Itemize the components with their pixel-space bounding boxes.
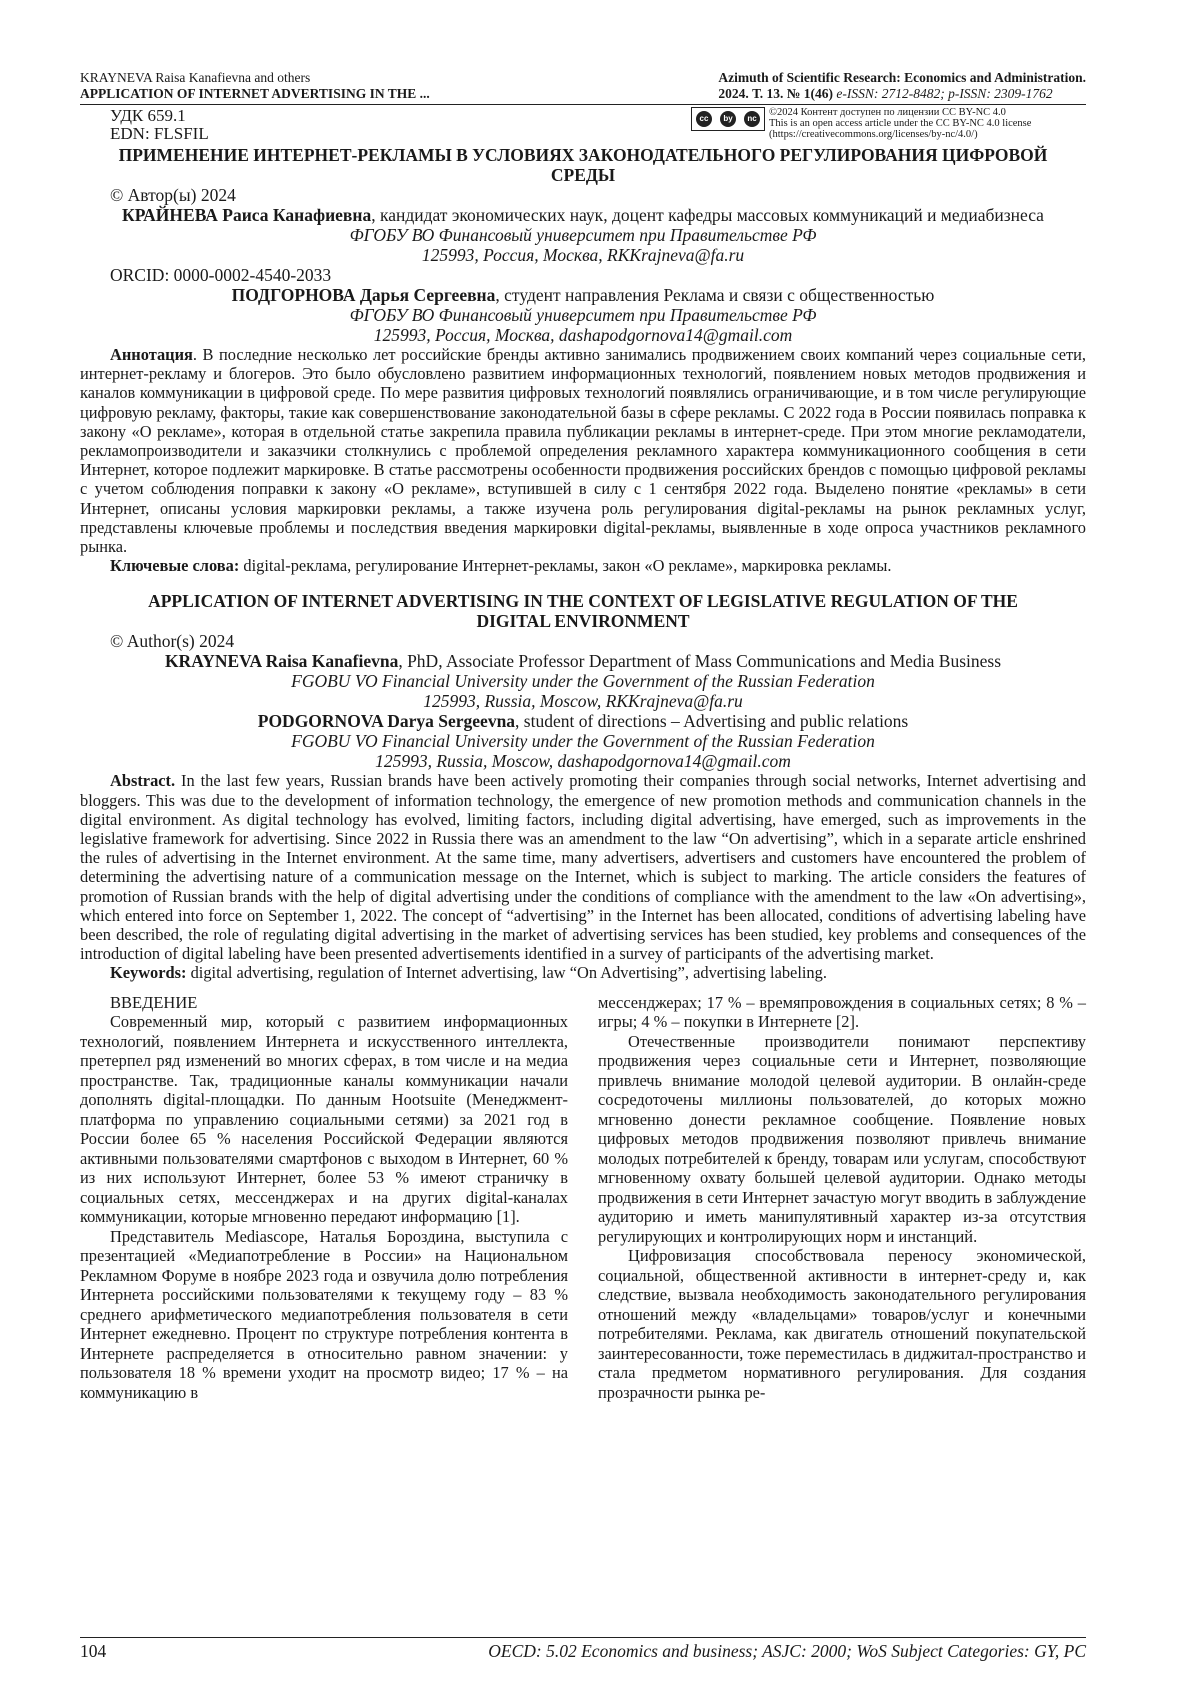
running-header	[80, 70, 1086, 102]
codes	[80, 107, 209, 143]
ru-keywords-label: Ключевые слова:	[110, 556, 240, 576]
header-issn: e-ISSN: 2712-8482; p-ISSN: 2309-1762	[832, 86, 1053, 101]
en-author2-name: PODGORNOVA Darya Sergeevna	[257, 711, 516, 732]
ru-title: ПРИМЕНЕНИЕ ИНТЕРНЕТ-РЕКЛАМЫ В УСЛОВИЯХ ЗАКОНОДАТЕЛЬНОГО РЕГУЛИРОВАНИЯ ЦИФРОВОЙ СРЕДЫ	[118, 145, 1048, 185]
en-keywords-text: digital advertising, regulation of Internet advertising, law “On Advertising”, advertising labeling.	[186, 963, 827, 983]
header-right	[718, 70, 1086, 102]
header-volume: 2024. Т. 13. № 1(46)	[718, 86, 833, 101]
license-text	[769, 107, 1031, 140]
en-keywords-label: Keywords:	[110, 963, 187, 983]
ru-author2-name: ПОДГОРНОВА Дарья Сергеевна	[231, 285, 496, 305]
right-column	[598, 993, 1086, 1403]
header-short-title: APPLICATION OF INTERNET ADVERTISING IN THE ...	[80, 86, 430, 101]
ru-abstract-text: . В последние несколько лет российские бренды активно занимались продвижением своих компаний через социальные сети, интернет-рекламу и блогеров. Это было обусловлено развитием информационных технологий, появлением новых методов продвижения и каналов коммуникации в цифровой среде. По мере развития цифровых технологий появлялись ограничивающие, и в том числе регулирующие цифровую рекламу, факторы, такие как совершенствование законодательной базы в сфере рекламы. С 2022 года в России появилась поправка к закону «О рекламе», которая в отдельной статье закрепила правила публикации рекламы в интернет-среде. При этом многие рекламодатели, рекламопроизводители и заказчики столкнулись с проблемой определения рекламного характера коммуникационного сообщения в сети Интернет, которое подлежит маркировке. В статье рассмотрены особенности продвижения российских брендов с помощью цифровой рекламы с учетом соблюдения поправки к закону «О рекламе», вступившей в силу с 1 сентября 2022 года. Выделено понятие «рекламы» в сети Интернет, описаны условия маркировки рекламы, а также изучена роль регулирования digital-рекламы на рынок рекламных услуг, представлены ключевые проблемы и последствия введения маркировки digital-рекламы, выявленные в ходе опроса участников рекламного рынка.	[80, 345, 1086, 557]
en-author1	[80, 651, 1086, 671]
section-heading: ВВЕДЕНИЕ	[110, 992, 198, 1012]
en-author2-org: FGOBU VO Financial University under the Government of the Russian Federation	[291, 731, 875, 752]
en-abstract	[80, 771, 1086, 963]
ru-author1	[80, 205, 1086, 225]
page-footer	[80, 1641, 1086, 1662]
page-number: 104	[80, 1641, 107, 1661]
ru-abstract-label: Аннотация	[110, 345, 193, 364]
ru-author2-address: 125993, Россия, Москва, dashapodgornova14@gmail.com	[373, 325, 793, 345]
header-journal: Azimuth of Scientific Research: Economics and Administration.	[718, 70, 1086, 85]
en-author2-desc: , student of directions – Advertising and public relations	[515, 711, 909, 732]
right-paragraph-1: мессенджерах; 17 % – времяпровождения в социальных сетях; 8 % – игры; 4 % – покупки в Интернете [2].	[598, 992, 1086, 1032]
header-left	[80, 70, 430, 102]
header-authors: KRAYNEVA Raisa Kanafievna and others	[80, 70, 311, 85]
en-keywords	[80, 963, 1086, 982]
footer-rule	[80, 1637, 1086, 1638]
en-abstract-text: In the last few years, Russian brands have been actively promoting their companies through social networks, Internet advertising and bloggers. This was due to the development of information technology, the emergence of new promotion methods and communication channels in the digital environment. As digital technology has evolved, limiting factors, including digital advertising, have emerged, such as improvements in the legislative framework for advertising. Since 2022 in Russia there was an amendment to the law “On advertising”, which in a separate article enshrined the rules of advertising in the Internet environment. At the same time, many advertisers, advertisers and customers have encountered the problem of determining the advertising nature of a communication message on the Internet, which is subject to marking. The article considers the features of promotion of Russian brands with the help of digital advertising under the conditions of compliance with the amendment to the law «On advertising», which entered into force on September 1, 2022. The concept of “advertising” in the Internet has been allocated, conditions of advertising labeling have been described, the role of regulating digital advertising in the market of advertising services has been studied, key problems and consequences of the introduction of digital labeling have been presented advertisements identified in a survey of participants of the advertising market.	[80, 771, 1086, 964]
spacer	[80, 575, 1086, 589]
right-paragraph-2: Отечественные производители понимают перспективу продвижения через социальные сети и Интернет, позволяющие привлечь внимание молодой целевой аудитории. В онлайн-среде сосредоточены миллионы пользователей, до которых можно мгновенно донести рекламное сообщение. Появление новых цифровых методов продвижения позволяют привлечь внимание молодых потребителей к бренду, товарам или услугам, способствуют мгновенному охвату большей целевой аудитории. Однако методы продвижения в сети Интернет зачастую могут вводить в заблуждение аудиторию и иметь манипулятивный характер из-за отсутствия регулирующих и контролирующих норм и инстанций.	[598, 1031, 1086, 1246]
en-abstract-label: Abstract.	[110, 771, 176, 791]
en-author1-name: KRAYNEVA Raisa Kanafievna	[164, 651, 399, 672]
ru-author2-desc: , студент направления Реклама и связи с общественностью	[495, 285, 935, 305]
license-block	[691, 107, 1086, 143]
ru-abstract	[80, 345, 1086, 556]
header-rule	[80, 104, 1086, 105]
en-author1-desc: , PhD, Associate Professor Department of Mass Communications and Media Business	[398, 651, 1002, 672]
footer-classification: OECD: 5.02 Economics and business; ASJC: 2000; WoS Subject Categories: GY, PC	[488, 1641, 1086, 1661]
en-author2	[80, 711, 1086, 731]
en-copyright: © Author(s) 2024	[110, 631, 235, 652]
ru-author1-org: ФГОБУ ВО Финансовый университет при Правительстве РФ	[349, 225, 817, 245]
edn-code: EDN: FLSFIL	[110, 124, 209, 143]
en-author1-address: 125993, Russia, Moscow, RKKrajneva@fa.ru	[423, 691, 743, 712]
license-line-3: (https://creativecommons.org/licenses/by-nc/4.0/)	[769, 129, 978, 140]
en-author1-org: FGOBU VO Financial University under the Government of the Russian Federation	[291, 671, 875, 692]
ru-author1-name: КРАЙНЕВА Раиса Канафиевна	[122, 205, 372, 225]
body-columns	[80, 993, 1086, 1403]
left-column	[80, 993, 568, 1403]
ru-author1-address: 125993, Россия, Москва, RKKrajneva@fa.ru	[421, 245, 745, 265]
ru-keywords	[80, 556, 1086, 575]
header-issue	[718, 86, 1086, 102]
ru-author2	[80, 285, 1086, 305]
right-paragraph-3: Цифровизация способствовала переносу экономической, социальной, общественной активности в интернет-среду и, как следствие, вызвала необходимость законодательного регулирования отношений между «владельцами» товаров/услуг и конечными потребителями. Реклама, как двигатель отношений покупательской заинтересованности, тоже переместилась в диджитал-пространство и стала предметом нормативного регулирования. Для создания прозрачности рынка ре-	[598, 1246, 1086, 1402]
cc-license-icon: cc by nc	[691, 107, 765, 131]
article-page	[80, 70, 1086, 1402]
udk-code: УДК 659.1	[110, 106, 186, 125]
en-author2-address: 125993, Russia, Moscow, dashapodgornova14@gmail.com	[375, 751, 791, 772]
license-line-1: ©2024 Контент доступен по лицензии CC BY-NC 4.0	[769, 107, 1006, 118]
ru-orcid: ORCID: 0000-0002-4540-2033	[110, 265, 332, 285]
ru-keywords-text: digital-реклама, регулирование Интернет-рекламы, закон «О рекламе», маркировка рекламы.	[239, 556, 892, 576]
ru-author2-org: ФГОБУ ВО Финансовый университет при Правительстве РФ	[349, 305, 817, 325]
left-paragraph-2: Представитель Mediascope, Наталья Бороздина, выступила с презентацией «Медиапотребление в России» на Национальном Рекламном Форуме в ноябре 2023 года и озвучила долю потребления Интернета российскими пользователями к текущему году – 83 % среднего арифметического медиапотребления пользователя в сети Интернет ежедневно. Процент по структуре потребления контента в Интернете распределяется в относительно равном значении: у пользователя 18 % времени уходит на просмотр видео; 17 % – на коммуникацию в	[80, 1226, 568, 1402]
ru-copyright: © Автор(ы) 2024	[110, 185, 236, 205]
en-title: APPLICATION OF INTERNET ADVERTISING IN THE CONTEXT OF LEGISLATIVE REGULATION OF THE DIGITAL ENVIRONMENT	[148, 591, 1018, 632]
left-paragraph-1: Современный мир, который с развитием информационных технологий, появлением Интернета и искусственного интеллекта, претерпел ряд изменений во многих сферах, в том числе и на медиа пространстве. Так, традиционные каналы коммуникации начали дополнять digital-площадки. По данным Hootsuite (Менеджмент-платформа по управлению социальными сетями) за 2021 год в России более 65 % населения Российской Федерации являются активными пользователями смартфонов с выходом в Интернет, 60 % из них используют Интернет, более 53 % имеют страничку в социальных сетях, мессенджерах и на других digital-каналах коммуникации, которые мгновенно передают информацию [1].	[80, 1012, 568, 1227]
identifiers-row	[80, 107, 1086, 143]
license-line-2: This is an open access article under the CC BY-NC 4.0 license	[769, 118, 1032, 129]
ru-author1-desc: , кандидат экономических наук, доцент кафедры массовых коммуникаций и медиабизнеса	[371, 205, 1044, 225]
